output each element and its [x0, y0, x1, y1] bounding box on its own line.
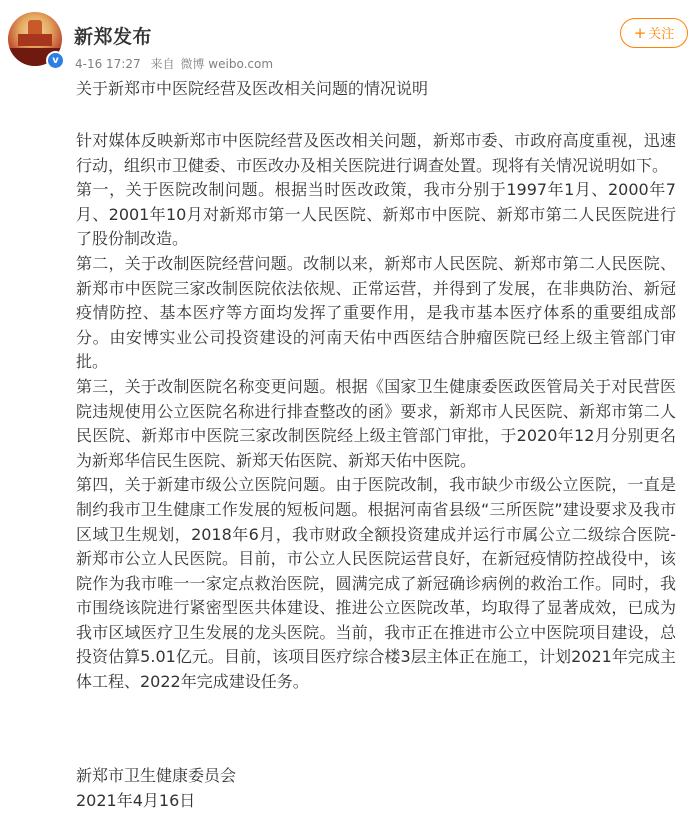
follow-label: 关注	[648, 27, 675, 42]
follow-button[interactable]	[620, 18, 688, 48]
source-prefix: 来自	[150, 57, 175, 71]
signature-org: 新郑市卫生健康委员会	[76, 766, 237, 785]
paragraph-third: 第三，关于改制医院名称变更问题。根据《国家卫生健康委医政医管局关于对民营医院违规使用公立医院名称进行排查整改的函》要求，新郑市人民医院、新郑市第二人民医院、新郑市中医院三家改制医院经上级主管部门审批，于2020年12月分别更名为新郑华信民生医院、新郑天佑医院、新郑天佑中医院。	[76, 376, 676, 470]
verified-badge-icon: v	[46, 51, 65, 70]
post-meta	[75, 55, 279, 72]
post-time[interactable]: 4-16 17:27	[75, 57, 141, 71]
plus-icon: +	[633, 24, 647, 42]
paragraph-fourth: 第四，关于新建市级公立医院问题。由于医院改制，我市缺少市级公立医院，一直是制约我市卫生健康工作发展的短板问题。根据河南省县级“三所医院”建设要求及我市区域卫生规划，2018年6月，我市财政全额投资建成并运行市属公立二级综合医院-新郑市公立人民医院。目前，市公立人民医院运营良好，在新冠疫情防控战役中，该院作为我市唯一一家定点救治医院，圆满完成了新冠确诊病例的救治工作。同时，我市围绕该院进行紧密型医共体建设、推进公立医院改革，均取得了显著成效，已成为我市区域医疗卫生发展的龙头医院。当前，我市正在推进市公立中医院项目建设，总投资估算5.01亿元。目前，该项目医疗综合楼3层主体正在施工，计划2021年完成主体工程、2022年完成建设任务。	[76, 475, 676, 692]
city-tower-icon	[28, 20, 42, 46]
post-body	[76, 129, 676, 695]
author-name[interactable]: 新郑发布	[74, 26, 153, 48]
paragraph-intro: 针对媒体反映新郑市中医院经营及医改相关问题，新郑市委、市政府高度重视，迅速行动，组织市卫健委、市医改办及相关医院进行调查处置。现将有关情况说明如下。	[76, 131, 676, 175]
paragraph-first: 第一，关于医院改制问题。根据当时医改政策，我市分别于1997年1月、2000年7月、2001年10月对新郑市第一人民医院、新郑市中医院、新郑市第二人民医院进行了股份制改造。	[76, 180, 676, 249]
paragraph-second: 第二，关于改制医院经营问题。改制以来，新郑市人民医院、新郑市第二人民医院、新郑市中医院三家改制医院依法依规、正常运营，并得到了发展，在非典防治、新冠疫情防控、基本医疗等方面均发挥了重要作用，是我市基本医疗体系的重要组成部分。由安博实业公司投资建设的河南天佑中西医结合肿瘤医院已经上级主管部门审批。	[76, 253, 676, 372]
post-signature-block	[76, 763, 236, 813]
post-source[interactable]: 微博 weibo.com	[180, 57, 274, 71]
signature-date: 2021年4月16日	[76, 791, 196, 810]
post-title: 关于新郑市中医院经营及医改相关问题的情况说明	[76, 79, 429, 98]
